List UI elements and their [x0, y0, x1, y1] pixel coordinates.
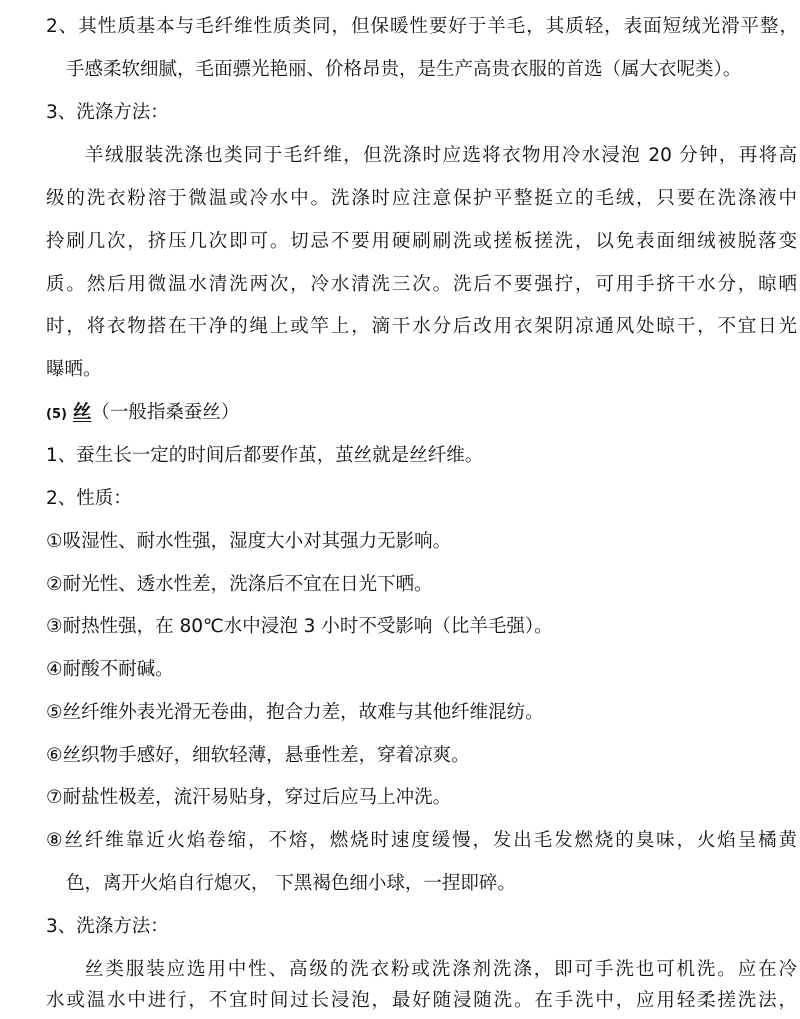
- list-item: ⑦耐盐性极差，流汗易贴身，穿过后应马上冲洗。: [46, 787, 452, 808]
- text-line: 色，离开火焰自行熄灭， 下黑褐色细小球，一捏即碎。: [66, 873, 516, 894]
- list-item: ④耐酸不耐碱。: [46, 659, 174, 680]
- subsection-heading: [46, 398, 239, 428]
- text-line: 曝晒。: [46, 359, 102, 380]
- list-item: ③耐热性强，在 80℃水中浸泡 3 小时不受影响（比羊毛强）。: [46, 616, 553, 637]
- text-line: 质。然后用微温水清洗两次，冷水清洗三次。洗后不要强拧，可用手挤干水分，晾晒: [46, 274, 797, 295]
- text-line: 水或温水中进行，不宜时间过长浸泡，最好随浸随洗。在手洗中，应用轻柔搓洗法，: [46, 990, 797, 1011]
- text-line: 级的洗衣粉溶于微温或冷水中。洗涤时应注意保护平整挺立的毛绒，只要在洗涤液中: [46, 188, 797, 209]
- subsection-note: （一般指桑蚕丝）: [91, 402, 240, 423]
- text-line: 拎刷几次，挤压几次即可。切忌不要用硬刷刷洗或搓板搓洗，以免表面细绒被脱落变: [46, 231, 797, 252]
- list-item: ②耐光性、透水性差，洗涤后不宜在日光下晒。: [46, 574, 433, 595]
- text-line: 2、其性质基本与毛纤维性质类同，但保暖性要好于羊毛，其质轻，表面短绒光滑平整，: [46, 16, 798, 37]
- subsection-number: (5): [46, 407, 67, 422]
- text-line: 1、蚕生长一定的时间后都要作茧，茧丝就是丝纤维。: [46, 445, 484, 466]
- subsection-title: 丝: [72, 402, 92, 423]
- section-heading: 3、洗涤方法：: [46, 916, 169, 937]
- text-line: 羊绒服装洗涤也类同于毛纤维，但洗涤时应选将衣物用冷水浸泡 20 分钟，再将高: [85, 145, 797, 166]
- section-heading: 3、洗涤方法：: [46, 102, 169, 123]
- list-item: ⑥丝织物手感好，细软轻薄，悬垂性差，穿着凉爽。: [46, 745, 470, 766]
- list-item: ⑧丝纤维靠近火焰卷缩，不熔，燃烧时速度缓慢，发出毛发燃烧的臭味，火焰呈橘黄: [46, 830, 797, 851]
- text-line: 丝类服装应选用中性、高级的洗衣粉或洗涤剂洗涤，即可手洗也可机洗。应在冷: [85, 959, 797, 980]
- text-line: 手感柔软细腻，毛面骠光艳丽、价格昂贵，是生产高贵衣服的首选（属大衣呢类）。: [66, 59, 742, 80]
- section-heading: 2、性质：: [46, 488, 132, 509]
- list-item: ⑤丝纤维外表光滑无卷曲，抱合力差，故难与其他纤维混纺。: [46, 702, 544, 723]
- list-item: ①吸湿性、耐水性强，湿度大小对其强力无影响。: [46, 531, 452, 552]
- text-line: 时，将衣物搭在干净的绳上或竿上，滴干水分后改用衣架阴凉通风处晾干，不宜日光: [46, 316, 797, 337]
